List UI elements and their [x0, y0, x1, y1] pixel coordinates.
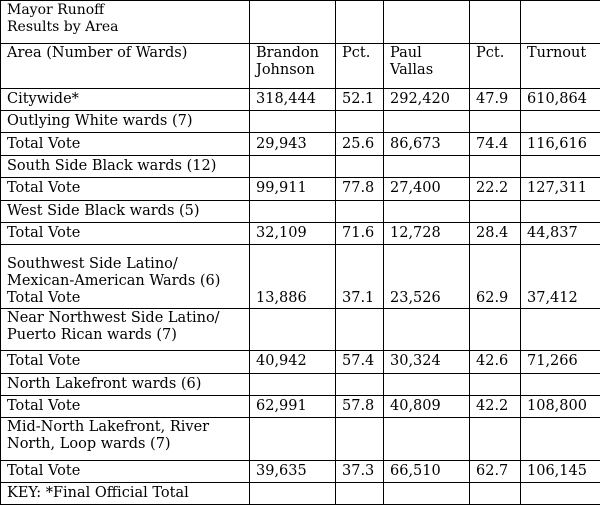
south-side-black-johnson-votes: 99,911 — [250, 178, 336, 200]
header-candidate-johnson-line-1: Brandon — [256, 44, 319, 61]
empty-cell — [384, 418, 470, 461]
total-vote-row-west-side-black — [1, 222, 600, 244]
empty-cell — [470, 110, 521, 132]
south-side-black-johnson-pct: 77.8 — [336, 178, 384, 200]
empty-cell — [521, 373, 600, 395]
header-pct-johnson: Pct. — [336, 43, 384, 88]
table-title — [1, 1, 250, 44]
north-lakefront-johnson-pct: 57.8 — [336, 395, 384, 417]
header-pct-vallas: Pct. — [470, 43, 521, 88]
empty-cell — [470, 200, 521, 222]
title-row — [1, 1, 600, 44]
empty-cell — [250, 483, 336, 505]
empty-cell — [470, 309, 521, 351]
southwest-latino-vallas-votes: 23,526 — [384, 245, 470, 309]
north-lakefront-johnson-votes: 62,991 — [250, 395, 336, 417]
north-lakefront-vallas-pct: 42.2 — [470, 395, 521, 417]
empty-cell — [521, 200, 600, 222]
total-vote-row-outlying-white — [1, 133, 600, 155]
outlying-white-johnson-pct: 25.6 — [336, 133, 384, 155]
empty-cell — [384, 155, 470, 177]
area-name-south-side-black: South Side Black wards (12) — [1, 155, 250, 177]
empty-cell — [336, 155, 384, 177]
empty-cell — [336, 1, 384, 44]
west-side-black-johnson-pct: 71.6 — [336, 222, 384, 244]
header-candidate-vallas-line-2: Vallas — [390, 61, 434, 78]
citywide-turnout: 610,864 — [521, 88, 600, 110]
table-key: KEY: *Final Official Total — [1, 483, 250, 505]
empty-cell — [384, 483, 470, 505]
mid-north-lakefront-johnson-votes: 39,635 — [250, 461, 336, 483]
empty-cell — [250, 1, 336, 44]
total-vote-label: Total Vote — [1, 178, 250, 200]
area-name-row-north-lakefront — [1, 373, 600, 395]
empty-cell — [470, 483, 521, 505]
near-northwest-latino-johnson-votes: 40,942 — [250, 351, 336, 373]
empty-cell — [384, 110, 470, 132]
empty-cell — [250, 418, 336, 461]
key-row — [1, 483, 600, 505]
area-name-row-outlying-white — [1, 110, 600, 132]
empty-cell — [336, 200, 384, 222]
area-name-near-northwest-latino-line-2: Puerto Rican wards (7) — [7, 327, 177, 344]
north-lakefront-vallas-votes: 40,809 — [384, 395, 470, 417]
area-name-mid-north-lakefront-line-2: North, Loop wards (7) — [7, 436, 171, 453]
area-name-southwest-latino — [1, 245, 250, 309]
empty-cell — [250, 373, 336, 395]
empty-cell — [470, 1, 521, 44]
header-candidate-vallas — [384, 43, 470, 88]
south-side-black-vallas-votes: 27,400 — [384, 178, 470, 200]
empty-cell — [336, 373, 384, 395]
outlying-white-turnout: 116,616 — [521, 133, 600, 155]
empty-cell — [470, 418, 521, 461]
outlying-white-vallas-pct: 74.4 — [470, 133, 521, 155]
mid-north-lakefront-vallas-pct: 62.7 — [470, 461, 521, 483]
outlying-white-johnson-votes: 29,943 — [250, 133, 336, 155]
total-vote-row-south-side-black — [1, 178, 600, 200]
area-name-row-west-side-black — [1, 200, 600, 222]
empty-cell — [384, 373, 470, 395]
empty-cell — [521, 483, 600, 505]
area-name-row-mid-north-lakefront — [1, 418, 600, 461]
total-vote-label: Total Vote — [1, 461, 250, 483]
empty-cell — [384, 1, 470, 44]
empty-cell — [470, 155, 521, 177]
area-name-southwest-latino-line-2: Mexican-American Wards (6) — [7, 273, 221, 290]
header-row — [1, 43, 600, 88]
header-candidate-johnson — [250, 43, 336, 88]
empty-cell — [521, 309, 600, 351]
area-name-row-near-northwest-latino — [1, 309, 600, 351]
west-side-black-vallas-pct: 28.4 — [470, 222, 521, 244]
citywide-vallas-pct: 47.9 — [470, 88, 521, 110]
empty-cell — [521, 1, 600, 44]
area-name-row-south-side-black — [1, 155, 600, 177]
area-name-southwest-latino-line-1: Southwest Side Latino/ — [7, 256, 178, 273]
southwest-latino-johnson-votes: 13,886 — [250, 245, 336, 309]
empty-cell — [250, 200, 336, 222]
southwest-latino-vallas-pct: 62.9 — [470, 245, 521, 309]
southwest-latino-johnson-pct: 37.1 — [336, 245, 384, 309]
area-name-near-northwest-latino-line-1: Near Northwest Side Latino/ — [7, 310, 220, 327]
total-vote-row-mid-north-lakefront — [1, 461, 600, 483]
empty-cell — [250, 155, 336, 177]
west-side-black-vallas-votes: 12,728 — [384, 222, 470, 244]
area-name-mid-north-lakefront-line-1: Mid-North Lakefront, River — [7, 419, 210, 436]
near-northwest-latino-vallas-pct: 42.6 — [470, 351, 521, 373]
table-title-line-1: Mayor Runoff — [7, 2, 105, 18]
empty-cell — [336, 483, 384, 505]
west-side-black-johnson-votes: 32,109 — [250, 222, 336, 244]
southwest-latino-turnout: 37,412 — [521, 245, 600, 309]
total-vote-row-north-lakefront — [1, 395, 600, 417]
area-block-southwest-latino — [1, 245, 600, 309]
citywide-johnson-votes: 318,444 — [250, 88, 336, 110]
header-area: Area (Number of Wards) — [1, 43, 250, 88]
empty-cell — [470, 373, 521, 395]
near-northwest-latino-vallas-votes: 30,324 — [384, 351, 470, 373]
header-turnout: Turnout — [521, 43, 600, 88]
empty-cell — [336, 418, 384, 461]
area-name-mid-north-lakefront — [1, 418, 250, 461]
area-name-outlying-white: Outlying White wards (7) — [1, 110, 250, 132]
total-vote-label: Total Vote — [1, 351, 250, 373]
area-name-west-side-black: West Side Black wards (5) — [1, 200, 250, 222]
header-candidate-johnson-line-2: Johnson — [256, 61, 315, 78]
mid-north-lakefront-turnout: 106,145 — [521, 461, 600, 483]
empty-cell — [250, 309, 336, 351]
area-name-north-lakefront: North Lakefront wards (6) — [1, 373, 250, 395]
total-vote-label: Total Vote — [1, 395, 250, 417]
near-northwest-latino-johnson-pct: 57.4 — [336, 351, 384, 373]
table-title-line-2: Results by Area — [7, 19, 119, 35]
mid-north-lakefront-vallas-votes: 66,510 — [384, 461, 470, 483]
total-vote-row-near-northwest-latino — [1, 351, 600, 373]
citywide-vallas-votes: 292,420 — [384, 88, 470, 110]
empty-cell — [521, 110, 600, 132]
citywide-row — [1, 88, 600, 110]
south-side-black-turnout: 127,311 — [521, 178, 600, 200]
empty-cell — [384, 200, 470, 222]
mid-north-lakefront-johnson-pct: 37.3 — [336, 461, 384, 483]
west-side-black-turnout: 44,837 — [521, 222, 600, 244]
header-candidate-vallas-line-1: Paul — [390, 44, 422, 61]
near-northwest-latino-turnout: 71,266 — [521, 351, 600, 373]
north-lakefront-turnout: 108,800 — [521, 395, 600, 417]
empty-cell — [250, 110, 336, 132]
area-name-near-northwest-latino — [1, 309, 250, 351]
empty-cell — [521, 418, 600, 461]
outlying-white-vallas-votes: 86,673 — [384, 133, 470, 155]
empty-cell — [384, 309, 470, 351]
empty-cell — [336, 110, 384, 132]
total-vote-label: Total Vote — [1, 133, 250, 155]
citywide-label: Citywide* — [1, 88, 250, 110]
empty-cell — [521, 155, 600, 177]
empty-cell — [336, 309, 384, 351]
total-vote-label: Total Vote — [1, 222, 250, 244]
total-vote-label: Total Vote — [7, 290, 81, 307]
south-side-black-vallas-pct: 22.2 — [470, 178, 521, 200]
citywide-johnson-pct: 52.1 — [336, 88, 384, 110]
